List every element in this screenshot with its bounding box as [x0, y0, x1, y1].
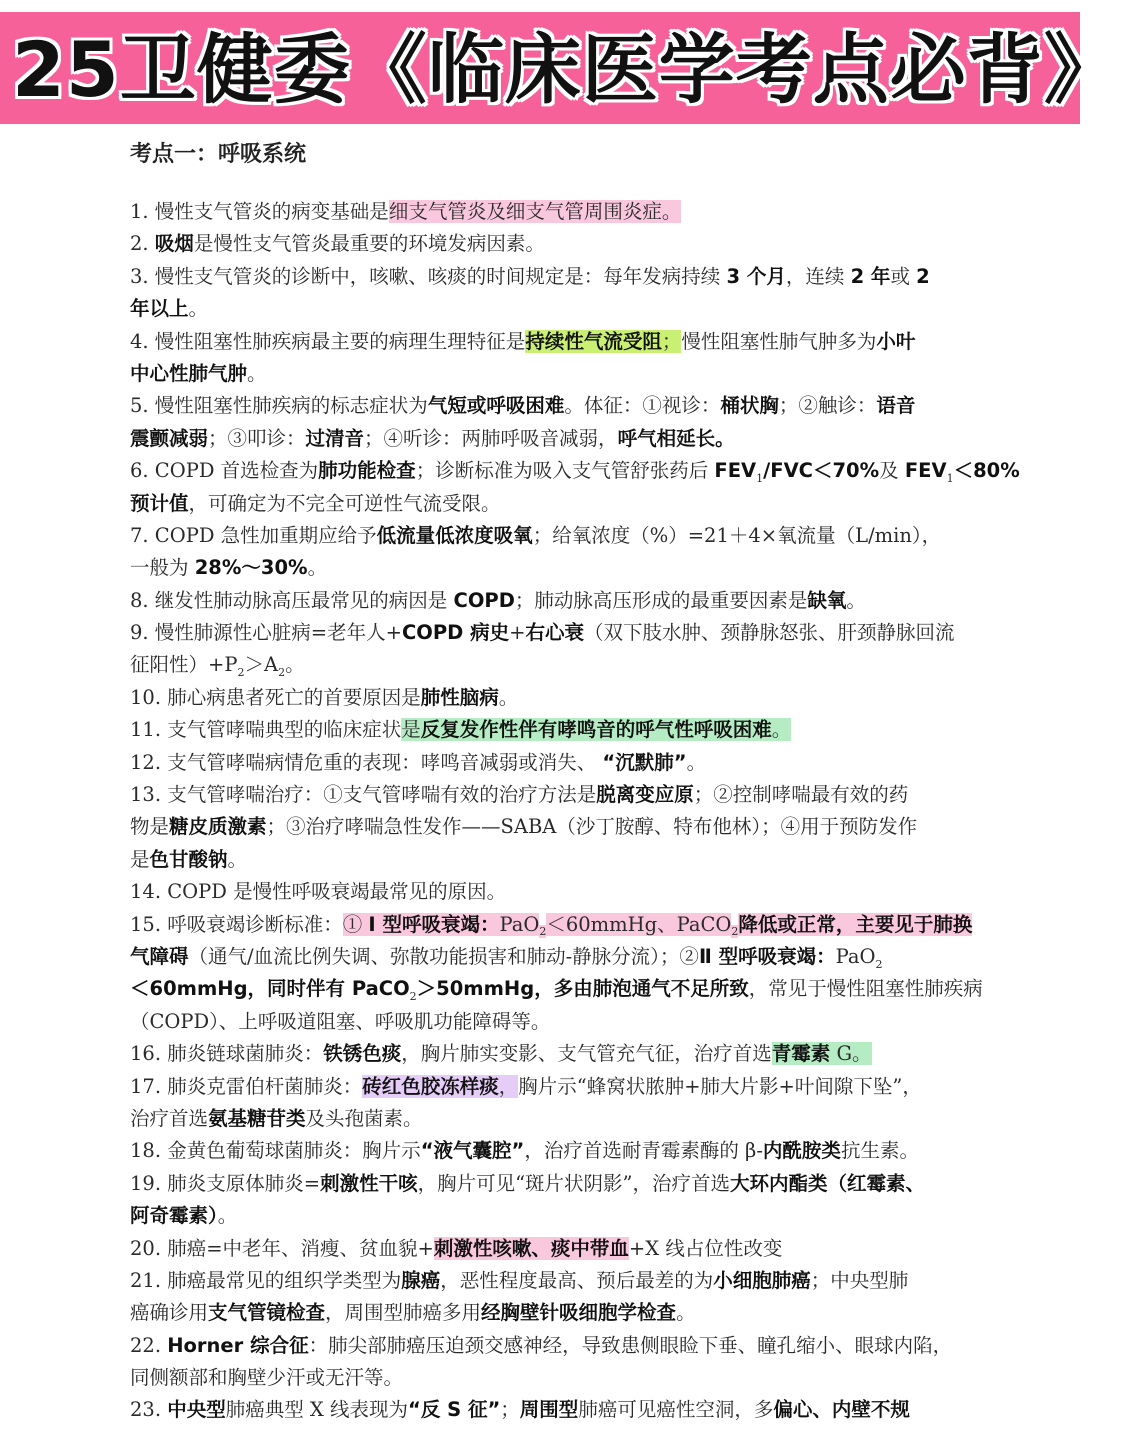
highlighted-text: 。	[771, 718, 792, 742]
highlighted-text: ，	[498, 1074, 519, 1098]
text-line	[130, 617, 990, 649]
text-line	[130, 196, 990, 228]
highlighted-text: PaO	[499, 912, 540, 936]
highlighted-text: ＜60mmHg、PaCO	[546, 912, 732, 936]
bold-text: 小叶	[876, 329, 916, 353]
highlighted-text: 降低或正常，主要见于肺换	[738, 912, 973, 936]
text-segment: ，胸片肺实变影、支气管充气征，治疗首选	[401, 1042, 772, 1066]
text-segment: PaO	[835, 944, 876, 968]
text-segment: 。	[285, 653, 305, 677]
text-segment: +	[509, 621, 526, 645]
bold-text: 右心衰	[525, 621, 584, 645]
text-segment: ，恶性程度最高、预后最差的为	[440, 1268, 714, 1292]
text-line	[130, 326, 990, 358]
text-line	[130, 261, 990, 293]
text-segment: 及头孢菌素。	[305, 1106, 423, 1130]
bold-text: ＞50mmHg，多由肺泡通气不足所致	[416, 977, 749, 1001]
text-line	[130, 390, 990, 422]
text-line	[130, 779, 990, 811]
text-segment: 1. 慢性支气管炎的病变基础是	[130, 200, 389, 223]
text-segment: 治疗首选	[130, 1106, 209, 1130]
bold-text: COPD	[453, 588, 515, 612]
content-body	[130, 196, 1020, 1427]
bold-text: 内酰胺类	[762, 1139, 841, 1163]
text-segment: 7. COPD 急性加重期应给予	[130, 523, 377, 547]
text-segment: ＞A	[244, 653, 279, 677]
text-segment: 物是	[130, 815, 170, 839]
text-segment: 14. COPD 是慢性呼吸衰竭最常见的原因。	[130, 880, 507, 904]
text-segment: ，周围型肺癌多用	[325, 1301, 482, 1325]
bold-text: 偏心、内壁不规	[773, 1398, 910, 1422]
text-line	[130, 423, 990, 455]
text-segment: 15. 呼吸衰竭诊断标准：	[130, 912, 343, 936]
text-segment: 是慢性支气管炎最重要的环境发病因素。	[193, 232, 545, 256]
text-segment: 2	[278, 666, 286, 680]
text-segment: 肺癌典型 X 线表现为	[225, 1398, 409, 1422]
text-segment: （COPD）、上呼吸道阻塞、呼吸肌功能障碍等。	[130, 1009, 551, 1033]
bold-text: 2 年	[850, 264, 891, 288]
text-line	[130, 1200, 990, 1232]
text-segment: 9. 慢性肺源性心脏病=老年人+	[130, 621, 402, 645]
bold-text: 大环内酯类（红霉素、	[730, 1171, 926, 1195]
page-title: 25卫健委《临床医学考点必背》	[12, 25, 1121, 114]
text-segment: ，可确定为不完全可逆性气流受限。	[188, 491, 501, 515]
text-line	[130, 649, 990, 681]
text-segment: 。	[217, 1204, 238, 1228]
text-line	[130, 1265, 990, 1297]
text-segment: 6. COPD 首选检查为	[130, 459, 319, 483]
highlighted-text: 青霉素	[771, 1042, 831, 1066]
text-segment: ；	[500, 1398, 520, 1422]
text-segment: 。	[676, 1301, 696, 1325]
text-segment: 同侧额部和胸壁少汗或无汗等。	[130, 1366, 404, 1390]
text-segment: 。	[498, 685, 519, 709]
bold-text: 脱离变应原	[596, 783, 694, 807]
text-segment: 8. 继发性肺动脉高压最常见的病因是	[130, 588, 454, 612]
text-segment: 20. 肺癌=中老年、消瘦、贫血貌+	[130, 1236, 434, 1260]
text-segment: 16. 肺炎链球菌肺炎：	[130, 1042, 324, 1066]
text-segment: 2	[875, 957, 883, 971]
text-segment: 抗生素。	[840, 1139, 919, 1163]
text-line	[130, 747, 990, 779]
text-segment: 肺癌可见癌性空洞，多	[578, 1398, 774, 1422]
text-line	[130, 1103, 990, 1135]
text-line	[130, 1071, 990, 1103]
text-segment: ；③治疗哮喘急性发作——SABA（沙丁胺醇、特布他林）；④用于预防发作	[266, 815, 918, 839]
text-segment: 征阳性）+P	[130, 653, 238, 677]
text-segment: ：肺尖部肺癌压迫颈交感神经，导致患侧眼睑下垂、瞳孔缩小、眼球内陷，	[308, 1333, 953, 1357]
bold-text: Ⅱ 型呼吸衰竭：	[698, 944, 836, 968]
text-line	[130, 488, 990, 520]
text-line	[130, 1394, 990, 1426]
text-segment: 11. 支气管哮喘典型的临床症状	[130, 718, 402, 742]
bold-text: “反 S 征”	[408, 1398, 501, 1422]
text-segment: 。体征：①视诊：	[564, 394, 721, 418]
bold-text: 肺功能检查	[318, 459, 416, 483]
text-segment: +X 线占位性改变	[628, 1236, 783, 1260]
highlighted-text: 反复发作性伴有哮鸣音的呼气性呼吸困难	[420, 718, 772, 742]
text-segment: 。	[307, 556, 328, 580]
highlighted-text: ①	[342, 912, 369, 936]
text-segment: 2.	[130, 232, 155, 256]
text-line	[130, 293, 990, 325]
bold-text: 语音	[876, 394, 916, 418]
highlighted-text: 2	[539, 925, 547, 939]
bold-text: 气障碍	[130, 944, 189, 968]
text-segment: 4. 慢性阻塞性肺疾病最主要的病理生理特征是	[130, 329, 526, 353]
bold-text: 过清音	[305, 426, 365, 450]
text-line	[130, 1135, 990, 1167]
text-segment: ，胸片可见“斑片状阴影”，治疗首选	[417, 1171, 731, 1195]
text-line	[130, 1297, 990, 1329]
text-segment: 21. 肺癌最常见的组织学类型为	[130, 1268, 402, 1292]
bold-text: 缺氧	[807, 588, 847, 612]
text-line	[130, 520, 990, 552]
text-segment: ，治疗首选耐青霉素酶的 β-	[524, 1139, 763, 1163]
header-banner	[0, 0, 1121, 132]
text-segment: 癌确诊用	[130, 1301, 209, 1325]
text-segment: 1	[946, 472, 954, 486]
text-segment: （通气/血流比例失调、弥散功能损害和肺动-静脉分流）；②	[188, 944, 699, 968]
text-segment: ；给氧浓度（%）=21＋4×氧流量（L/min），	[532, 523, 942, 547]
text-line	[130, 1168, 990, 1200]
text-segment: ；②触诊：	[778, 394, 877, 418]
text-segment: 2	[237, 666, 245, 680]
bold-text: “沉默肺”	[602, 750, 687, 774]
highlighted-text: 刺激性咳嗽、痰中带血	[433, 1236, 629, 1260]
text-segment: 17. 肺炎克雷伯杆菌肺炎：	[130, 1074, 363, 1098]
text-line	[130, 228, 990, 260]
text-segment: （双下肢水肿、颈静脉怒张、肝颈静脉回流	[584, 621, 955, 645]
text-segment: ；③叩诊：	[208, 426, 306, 450]
text-line	[130, 682, 990, 714]
text-segment: 胸片示“蜂窝状脓肿+肺大片影+叶间隙下坠”，	[518, 1074, 922, 1098]
bold-text: 支气管镜检查	[208, 1301, 326, 1325]
text-segment: ，常见于慢性阻塞性肺疾病	[748, 977, 983, 1001]
bold-text: Horner 综合征	[167, 1333, 309, 1357]
text-segment: 。	[188, 297, 209, 321]
text-segment: 是	[130, 847, 150, 871]
text-line	[130, 1362, 990, 1394]
highlighted-text: 砖红色胶冻样痰	[362, 1074, 499, 1098]
bold-text: FEV	[714, 459, 757, 483]
bold-text: 中央型	[167, 1398, 226, 1422]
bold-text: 呼气相延长。	[617, 426, 735, 450]
highlighted-text: 2	[731, 925, 739, 939]
text-segment: ；诊断标准为吸入支气管舒张药后	[415, 459, 715, 483]
text-segment: 。	[686, 750, 707, 774]
highlighted-text: Ⅰ 型呼吸衰竭：	[368, 912, 500, 936]
text-segment: ，连续	[785, 264, 851, 288]
text-line	[130, 973, 990, 1005]
bold-text: 经胸壁针吸细胞学检查	[481, 1301, 677, 1325]
highlighted-text: 细支气管炎及细支气管周围炎症。	[388, 200, 682, 223]
text-segment: ；肺动脉高压形成的最重要因素是	[514, 588, 808, 612]
text-segment: 一般为	[130, 556, 195, 580]
bold-text: 腺癌	[401, 1268, 441, 1292]
text-segment: 。	[846, 588, 866, 612]
text-segment: 或	[890, 264, 917, 288]
bold-text: 阿奇霉素）	[130, 1204, 218, 1228]
bold-text: 气短或呼吸困难	[427, 394, 565, 418]
bold-text: 年以上	[130, 297, 189, 321]
text-line	[130, 1330, 990, 1362]
text-segment: 19. 肺炎支原体肺炎=	[130, 1171, 321, 1195]
section-title: 考点一：呼吸系统	[130, 142, 307, 167]
text-segment: 18. 金黄色葡萄球菌肺炎：胸片示	[130, 1139, 421, 1163]
text-segment: 10. 肺心病患者死亡的首要原因是	[130, 685, 421, 709]
text-line	[130, 455, 1020, 487]
bold-text: 铁锈色痰	[323, 1042, 402, 1066]
bold-text: 吸烟	[154, 232, 194, 256]
text-segment: 22.	[130, 1333, 168, 1357]
bold-text: ＜60mmHg，同时伴有 PaCO	[130, 977, 410, 1001]
bold-text: 28%～30%	[194, 556, 308, 580]
text-segment: 。	[227, 847, 248, 871]
bold-text: 震颤减弱	[130, 426, 209, 450]
text-line	[130, 876, 990, 908]
text-segment: ；④听诊：两肺呼吸音减弱，	[364, 426, 618, 450]
text-line	[130, 844, 990, 876]
bold-text: 3 个月	[726, 264, 786, 288]
highlighted-text: G。	[830, 1042, 872, 1066]
text-segment: 23.	[130, 1398, 168, 1422]
highlighted-text: ；	[661, 329, 682, 353]
text-line	[130, 714, 990, 746]
bold-text: FEV	[904, 459, 947, 483]
bold-text: 2	[916, 264, 930, 288]
text-segment: 慢性阻塞性肺气肿多为	[681, 329, 877, 353]
text-segment: 12. 支气管哮喘病情危重的表现：哮鸣音减弱或消失、	[130, 750, 603, 774]
bold-text: 桶状胸	[720, 394, 779, 418]
text-line	[130, 585, 990, 617]
bold-text: 刺激性干咳	[320, 1171, 418, 1195]
text-segment: 2	[409, 990, 417, 1004]
bold-text: “液气囊腔”	[420, 1139, 525, 1163]
text-line	[130, 811, 990, 843]
bold-text: /FVC＜70%	[763, 459, 880, 483]
text-line	[130, 909, 990, 941]
highlighted-text: 是	[401, 718, 421, 742]
text-line	[130, 1038, 990, 1070]
bold-text: 中心性肺气肿	[130, 361, 248, 385]
text-line	[130, 552, 990, 584]
text-segment: 及	[879, 459, 905, 483]
text-segment: ；中央型肺	[810, 1268, 909, 1292]
text-segment: ；②控制哮喘最有效的药	[693, 783, 909, 807]
text-line	[130, 358, 990, 390]
text-segment: 。	[247, 361, 267, 385]
text-line	[130, 1233, 990, 1265]
bold-text: 氨基糖苷类	[208, 1106, 306, 1130]
bold-text: 低流量低浓度吸氧	[376, 523, 533, 547]
text-line	[130, 941, 990, 973]
bold-text: 小细胞肺癌	[713, 1268, 811, 1292]
bold-text: COPD 病史	[401, 621, 510, 645]
text-segment: 3. 慢性支气管炎的诊断中，咳嗽、咳痰的时间规定是：每年发病持续	[130, 264, 727, 288]
bold-text: 色甘酸钠	[149, 847, 228, 871]
bold-text: 肺性脑病	[420, 685, 499, 709]
text-segment: 13. 支气管哮喘治疗：①支气管哮喘有效的治疗方法是	[130, 783, 597, 807]
highlighted-text: 持续性气流受阻	[525, 329, 662, 353]
bold-text: 预计值	[130, 491, 189, 515]
bold-text: 糖皮质激素	[169, 815, 267, 839]
text-line	[130, 1006, 990, 1038]
text-segment: 5. 慢性阻塞性肺疾病的标志症状为	[130, 394, 428, 418]
bold-text: ＜80%	[953, 459, 1020, 483]
bold-text: 周围型	[519, 1398, 579, 1422]
text-segment: 1	[756, 472, 764, 486]
